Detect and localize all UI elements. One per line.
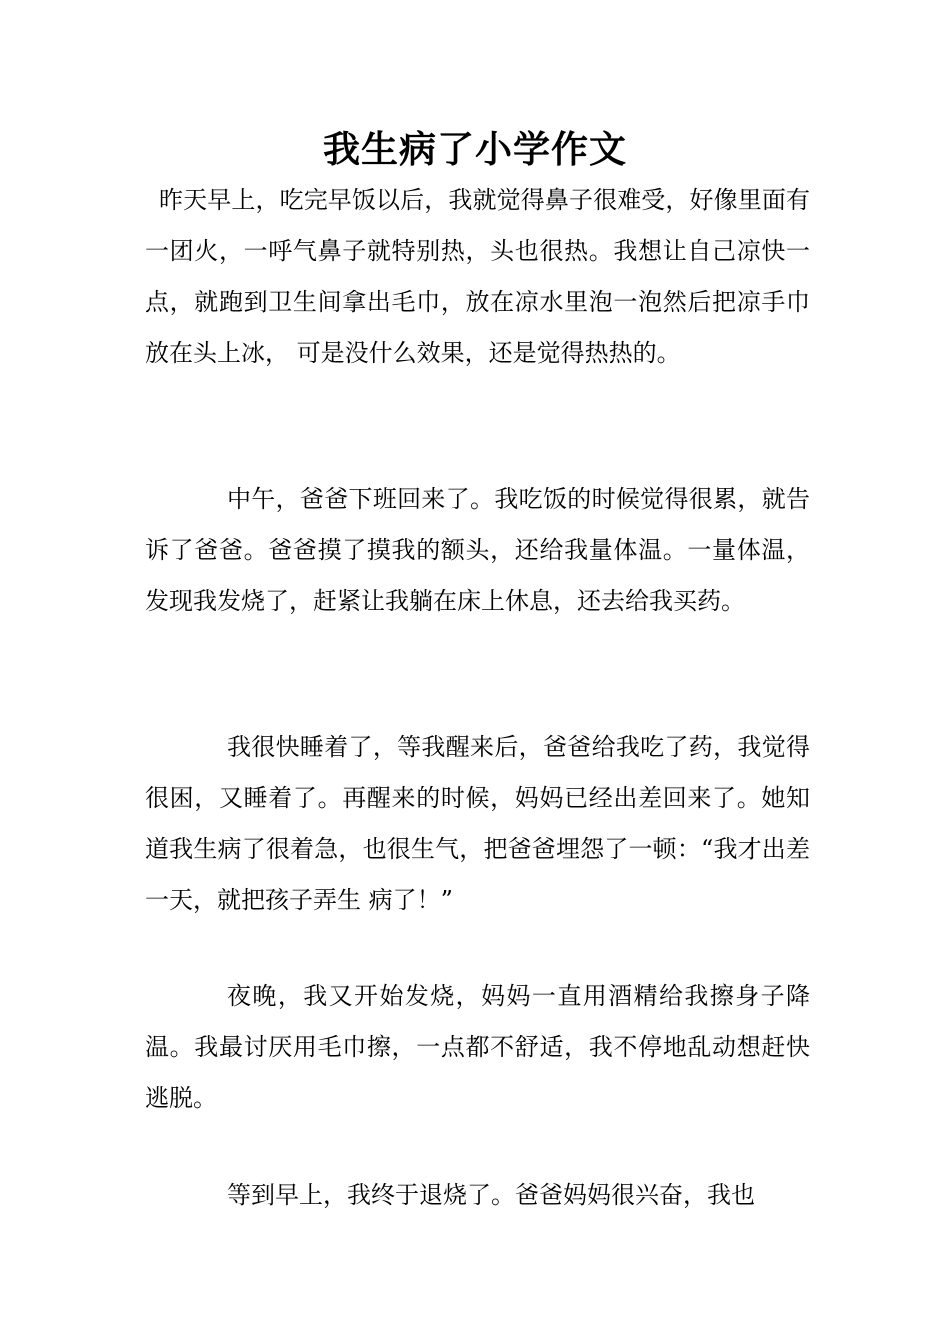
paragraph-2: 中午，爸爸下班回来了。我吃饭的时候觉得很累，就告诉了爸爸。爸爸摸了摸我的额头，还给我量体温。一量体温，发现我发烧了，赶紧让我躺在床上休息，还去给我买药。 [145,485,810,615]
paragraph-4: 夜晚，我又开始发烧，妈妈一直用酒精给我擦身子降温。我最讨厌用毛巾擦，一点都不舒适，我不停地乱动想赶快逃脱。 [145,982,810,1112]
paragraph-1: 昨天早上，吃完早饭以后，我就觉得鼻子很难受，好像里面有一团火，一呼气鼻子就特别热，头也很热。我想让自己凉快一点，就跑到卫生间拿出毛巾，放在凉水里泡一泡然后把凉手巾放在头上冰， 可是没什么效果，还是觉得热热的。 [145,186,810,367]
paragraph-5: 等到早上，我终于退烧了。爸爸妈妈很兴奋，我也 [227,1181,755,1209]
document-title: 我生病了小学作文 [323,128,627,171]
paragraph-3: 我很快睡着了，等我醒来后，爸爸给我吃了药，我觉得很困，又睡着了。再醒来的时候，妈妈已经出差回来了。她知道我生病了很着急，也很生气，把爸爸埋怨了一顿：“我才出差一天，就把孩子弄生 病了！” [145,733,810,914]
